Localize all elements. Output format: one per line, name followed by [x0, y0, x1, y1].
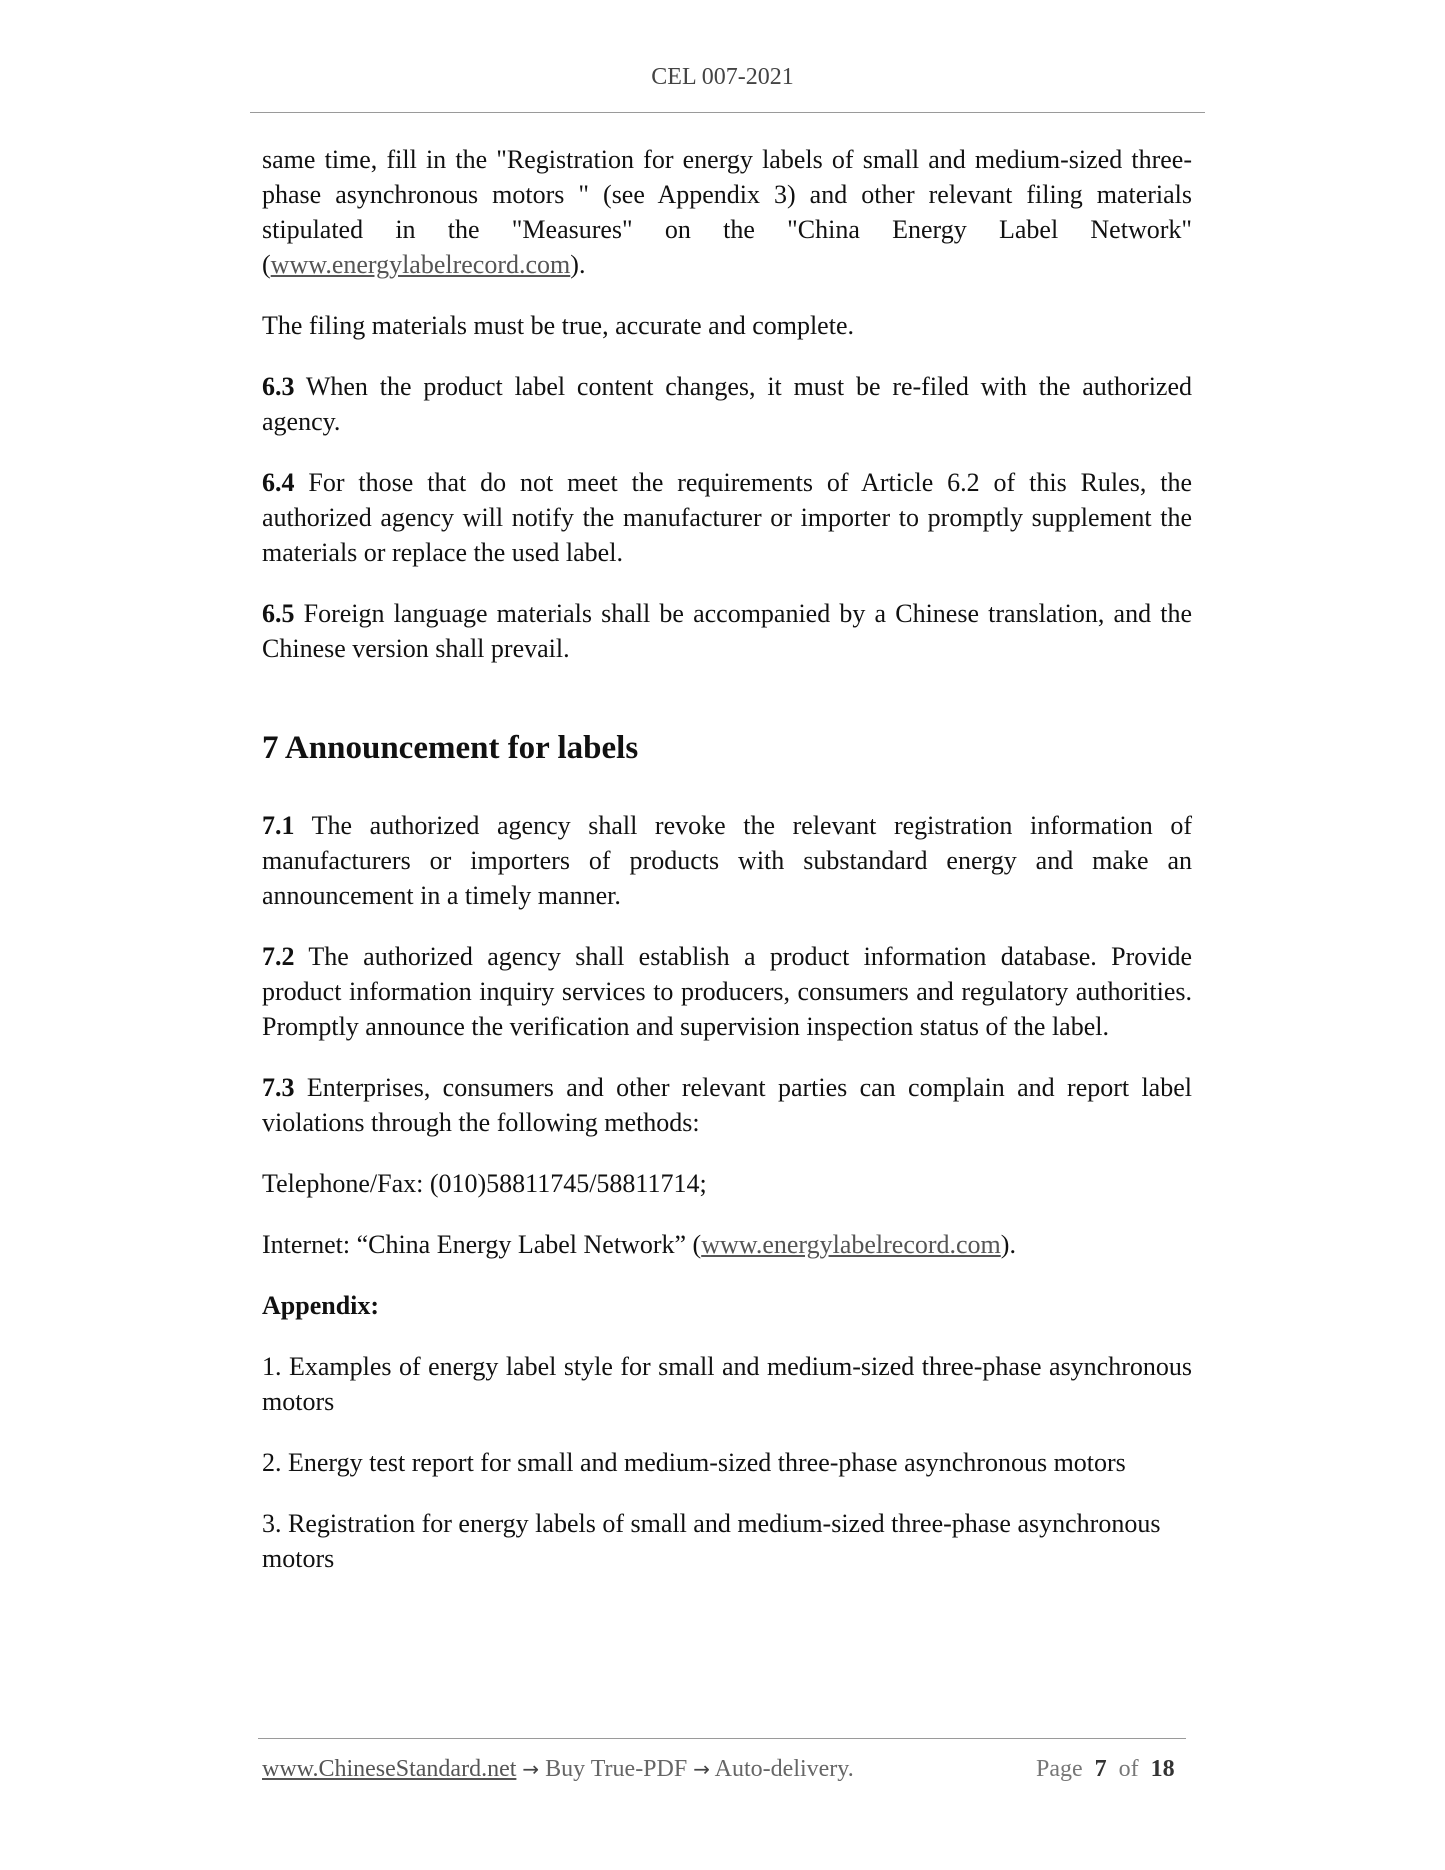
buy-text: Buy True-PDF	[545, 1756, 688, 1782]
continued-paragraph	[262, 142, 1192, 282]
appendix-item: 3. Registration for energy labels of small and medium-sized three-phase asynchronous motors	[262, 1509, 1161, 1573]
appendix-item: 2. Energy test report for small and medium-sized three-phase asynchronous motors	[262, 1448, 1126, 1477]
clause-6-4	[262, 465, 1192, 570]
clause-number: 7.2	[262, 942, 295, 971]
page-number	[1036, 1756, 1175, 1783]
clause-text: Foreign language materials shall be accompanied by a Chinese translation, and the Chinese version shall prevail.	[262, 599, 1192, 663]
chinese-standard-link[interactable]: www.ChineseStandard.net	[262, 1756, 517, 1782]
arrow-right-icon: →	[693, 1757, 710, 1781]
internet-prefix: Internet: “China Energy Label Network” (	[262, 1230, 702, 1259]
internet-suffix: ).	[1000, 1230, 1016, 1259]
clause-number: 6.4	[262, 468, 295, 497]
page-total: 18	[1150, 1756, 1175, 1782]
delivery-text: Auto-delivery.	[714, 1756, 854, 1782]
footer-divider	[258, 1738, 1186, 1739]
clause-6-3	[262, 369, 1192, 439]
clause-text: The authorized agency shall revoke the relevant registration information of manufacturers or importers of products with substandard energy and make an announcement in a timely manner.	[262, 811, 1192, 910]
clause-number: 6.5	[262, 599, 295, 628]
clause-text: When the product label content changes, it must be re-filed with the authorized agency.	[262, 372, 1192, 436]
clause-number: 7.3	[262, 1073, 295, 1102]
clause-text: Enterprises, consumers and other relevant parties can complain and report label violations through the following methods:	[262, 1073, 1192, 1137]
internet-link[interactable]: www.energylabelrecord.com	[701, 1230, 1001, 1259]
clause-7-2	[262, 939, 1192, 1044]
clause-7-3	[262, 1070, 1192, 1140]
arrow-right-icon: →	[522, 1757, 540, 1781]
internet-line	[262, 1227, 1192, 1262]
header-divider	[250, 112, 1205, 113]
clause-7-1	[262, 808, 1192, 913]
energy-label-record-link[interactable]: www.energylabelrecord.com	[270, 250, 571, 279]
clause-number: 7.1	[262, 811, 295, 840]
page-current: 7	[1094, 1756, 1107, 1782]
page-word: Page	[1036, 1756, 1083, 1782]
clause-text: For those that do not meet the requirements of Article 6.2 of this Rules, the authorized agency will notify the manufacturer or importer to promptly supplement the materials or replace the used label.	[262, 468, 1192, 567]
header-doc-code: CEL 007-2021	[651, 64, 794, 90]
clause-text: The authorized agency shall establish a product information database. Provide product information inquiry services to producers, consumers and regulatory authorities. Promptly announce the verification and supervision inspection status of the label.	[262, 942, 1192, 1041]
clause-number: 6.3	[262, 372, 295, 401]
footer-promo	[262, 1756, 854, 1783]
section-7-heading: 7 Announcement for labels	[262, 730, 639, 766]
appendix-item: 1. Examples of energy label style for small and medium-sized three-phase asynchronous motors	[262, 1352, 1192, 1416]
appendix-title: Appendix:	[262, 1291, 380, 1320]
continued-text-end: ).	[570, 250, 586, 279]
of-word: of	[1118, 1756, 1139, 1782]
telephone-line: Telephone/Fax: (010)58811745/58811714;	[262, 1169, 707, 1198]
filing-note: The filing materials must be true, accurate and complete.	[262, 311, 854, 340]
clause-6-5	[262, 596, 1192, 666]
continued-text: same time, fill in the "Registration for energy labels of small and medium-sized three-phase asynchronous motors " (see Appendix 3) and other relevant filing materials stipulated in the "Measures" on the "China Energy Label Network" (	[262, 145, 1192, 279]
page-content	[262, 142, 1192, 1602]
